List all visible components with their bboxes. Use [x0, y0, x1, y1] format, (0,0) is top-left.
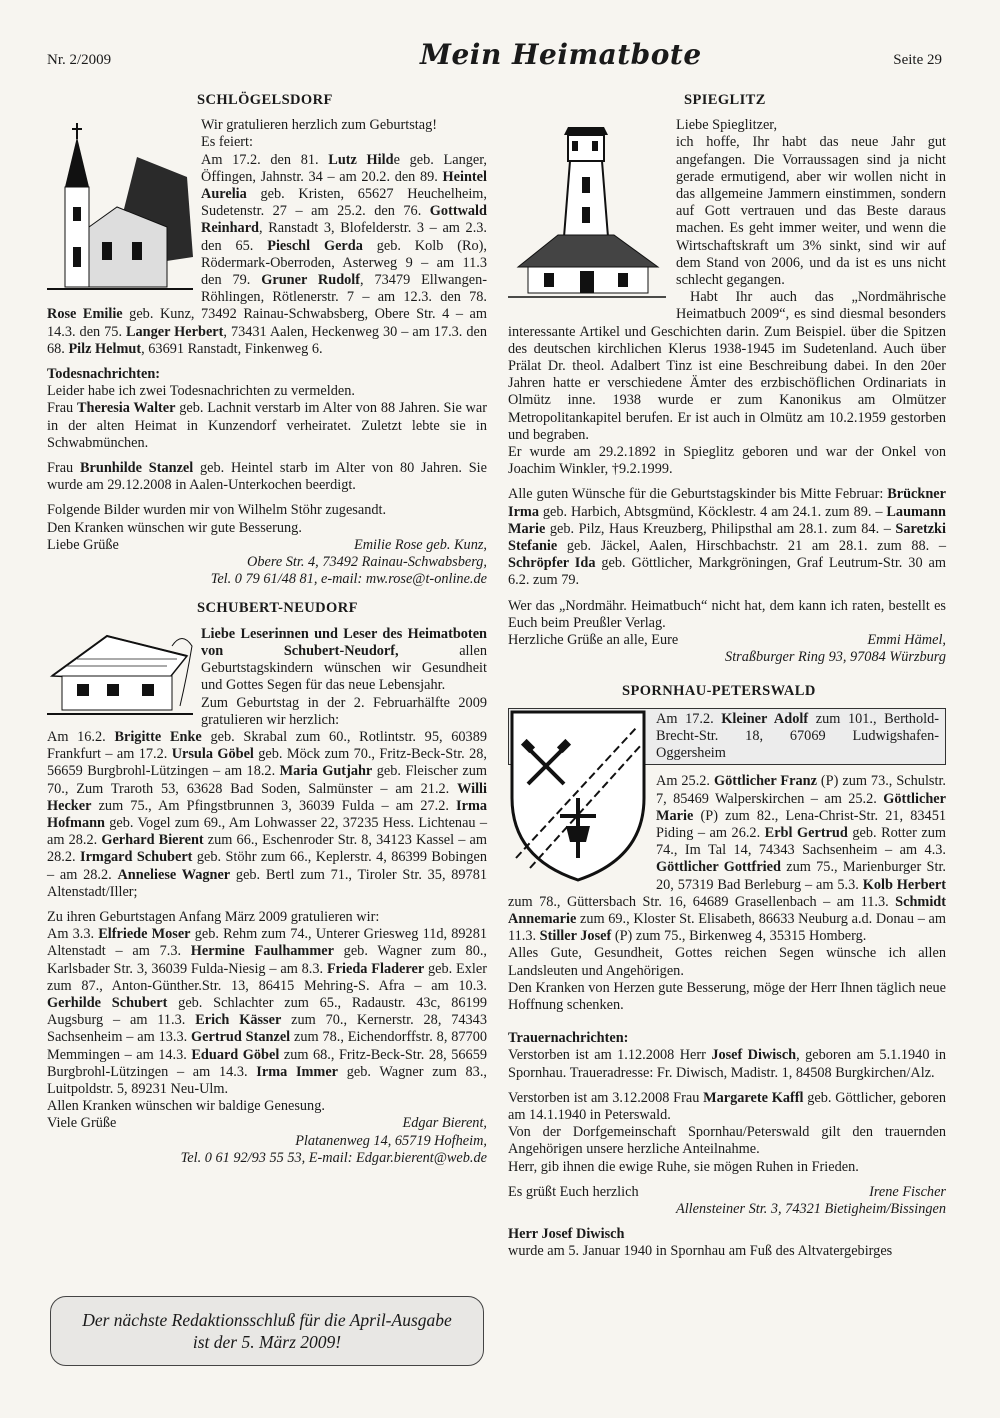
spornhau-wishes: Alles Gute, Gesundheit, Gottes reichen Segen wünsche ich allen Landsleuten und Angehörigen.: [508, 945, 946, 979]
spieglitz-para2: Habt Ihr auch das „Nordmährische Heimatbuch 2009“, es sind diesmal besonders interessante Artikel und Geschichten darin. Zum Beispiel. über die Spitzen des deutschen kirchlichen Klerus 1938-1945 im Sudetenland. Auch über Prälat Dr. theol. Adalbert Tinz ist eine Beschreibung dabei. In den 20er Jahren hatte er verschiedene Ämter des erzbischöflichen Ordinariats in Olmütz inne. 1938 wurde er zum Kanonikus am Olmützer Metropolitankapitel berufen. Er ist auch in Olmütz am 10.2.1959 gestorben und begraben.: [508, 289, 946, 443]
signature-fischer-address: Allensteiner Str. 3, 74321 Bietigheim/Bissingen: [675, 1200, 946, 1217]
obituary-text: wurde am 5. Januar 1940 in Spornhau am Fuß des Altvatergebirges: [508, 1243, 893, 1260]
signature-rose-address: Obere Str. 4, 73492 Rainau-Schwabsberg,: [247, 554, 487, 571]
signature-rose-contact: Tel. 0 79 61/48 81, e-mail: mw.rose@t-online.de: [210, 571, 487, 588]
issue-number: Nr. 2/2009: [47, 52, 112, 68]
spieglitz-greeting: Liebe Spieglitzer,: [676, 117, 778, 134]
signature-fischer: Es grüßt Euch herzlich Irene Fischer: [508, 1183, 946, 1200]
signature-haemel-address: Straßburger Ring 93, 97084 Würzburg: [725, 649, 946, 666]
deadline-notice-line1: Der nächste Redaktionsschluß für die April-Ausgabe: [82, 1310, 452, 1330]
highlight-birthday-box: Am 17.2. Kleiner Adolf zum 101., Berthold-Brecht-Str. 18, 67069 Ludwigshafen-Oggersheim: [508, 708, 946, 766]
mourning-condolence: Von der Dorfgemeinschaft Spornhau/Peterswald gilt den trauernden Angehörigen unsere herzliche Anteilnahme.: [508, 1124, 946, 1158]
church-illustration: [47, 117, 193, 295]
mourning-diwisch: Verstorben ist am 1.12.2008 Herr Josef Diwisch, geboren am 5.1.1940 in Spornhau. Traueradresse: Fr. Diwisch, Madistr. 1, 84508 Burgkirchen/Alz.: [508, 1047, 946, 1081]
schubert-march-intro: Zu ihren Geburtstagen Anfang März 2009 gratulieren wir:: [47, 908, 380, 925]
deadline-notice-line2: ist der 5. März 2009!: [192, 1332, 342, 1352]
mourning-kaffl: Verstorben ist am 3.12.2008 Frau Margarete Kaffl geb. Göttlicher, geboren am 14.1.1940 in Peterswald.: [508, 1089, 946, 1123]
right-column: [508, 92, 946, 1261]
farmhouse-illustration: [47, 626, 193, 720]
spieglitz-para3: Er wurde am 29.2.1892 in Spieglitz geboren und war der Onkel von Joachim Winkler, †9.2.1999.: [508, 444, 946, 478]
death-notices-title: Todesnachrichten:: [47, 366, 161, 383]
spornhau-birthdays: Am 25.2. Göttlicher Franz (P) zum 73., Schulstr. 7, 85469 Walperskirchen – am 25.2. Göttlicher Marie (P) zum 82., Lena-Christ-Str. 21, 83451 Piding – am 26.2. Erbl Gertrud geb. Rotter zum 74., Im Tal 14, 74343 Sachsenheim – am 4.3. Göttlicher Gottfried zum 75., Marienburger Str. 20, 57319 Bad Berleburg – am 5.3. Kolb Herbert zum 78., Güttersbach Str. 16, 64689 Grasellenbach – am 11.3. Schmidt Annemarie zum 69., Kloster St. Elisabeth, 86633 Neuburg a.d. Donau – am 11.3. Stiller Josef (P) zum 75., Birkenweg 4, 35315 Homberg.: [508, 773, 946, 945]
deadline-notice-box: [50, 1296, 484, 1366]
section-title-spornhau-peterswald: SPORNHAU-PETERSWALD: [622, 682, 816, 699]
page-header: [0, 38, 1000, 78]
spieglitz-para1: ich hoffe, Ihr habt das neue Jahr gut angefangen. Die Vorraussagen sind ja nicht gerade ermutigend, aber wir wollen nicht in das allgemeine Jammern einstimmen, sondern auf Gott vertrauen und das Beste daraus machen. Es geht immer weiter, und wenn die Wirtschaftskraft um 3% sinkt, sind wir auf dem Stand von 2006, und da ist es uns nicht schlecht gegangen.: [676, 134, 946, 289]
section-title-schubert-neudorf: SCHUBERT-NEUDORF: [197, 600, 358, 617]
greeting-line: Wir gratulieren herzlich zum Geburtstag!: [201, 117, 438, 134]
mourning-title: Trauernachrichten:: [508, 1030, 629, 1047]
section-title-schloegelsdorf: SCHLÖGELSDORF: [197, 92, 333, 108]
schubert-march-list: Am 3.3. Elfriede Moser geb. Rehm zum 74., Unterer Griesweg 11d, 89281 Altenstadt – am 7.3. Hermine Faulhammer geb. Wagner zum 80., Karlsbader Str. 3, 36039 Fulda-Niesig – am 8.3. Frieda Fladerer geb. Exler zum 87., Anton-Günther.Str. 13, 86415 Mehring-S. Afra – am 10.3. Gerhilde Schubert geb. Schlachter zum 65., Radaustr. 43c, 86199 Augsburg – am 11.3. Erich Kässer zum 70., Kernerstr. 28, 74343 Sachsenheim – am 13.3. Gertrud Stanzel zum 78., Eichendorffstr. 8, 87700 Memmingen – am 14.3. Eduard Göbel zum 68., Fritz-Beck-Str. 28, 56659 Burgbrohl-Lützingen – am 14.3. Irma Immer geb. Wagner zum 83., Luitpoldstr. 5, 89231 Neu-Ulm.: [47, 926, 488, 1097]
obituary-title: Herr Josef Diwisch: [508, 1226, 625, 1243]
coat-of-arms-emblem: [508, 708, 648, 884]
spieglitz-birthdays: Alle guten Wünsche für die Geburtstagskinder bis Mitte Februar: Brückner Irma geb. Harbich, Abtsgmünd, Köcklestr. 4 am 24.1. zum 89. – Laumann Marie geb. Pilz, Haus Kreuzberg, Philipsthal am 28.1. zum 84. – Saretzki Stefanie geb. Jäckel, Aalen, Hirschbachstr. 21 am 28.1. zum 88. – Schröpfer Ida geb. Göttlicher, Markgröningen, Graf Leutrum-Str. 30 am 6.2. zum 79.: [508, 486, 946, 589]
death-notice-walter: Frau Theresia Walter geb. Lachnit verstarb im Alter von 88 Jahren. Sie war in der alten Heimat in Kunzendorf verheiratet. Zuletzt lebte sie in Schwabmünchen.: [47, 400, 487, 451]
page-number: Seite 29: [893, 52, 942, 68]
schubert-feb-intro: Zum Geburtstag in der 2. Februarhälfte 2009 gratulieren wir herzlich:: [201, 694, 487, 728]
death-notice-intro: Leider habe ich zwei Todesnachrichten zu vermelden.: [47, 383, 355, 400]
section-title-spieglitz: SPIEGLITZ: [684, 92, 766, 108]
schubert-feb-list: Am 16.2. Brigitte Enke geb. Skrabal zum 60., Rotlintstr. 95, 60389 Frankfurt – am 17.2. Ursula Göbel geb. Möck zum 70., Fritz-Beck-Str. 28, 56659 Burgbrohl-Lützingen – am 18.2. Maria Gutjahr geb. Fleischer zum 70., Zum Traroth 53, 63628 Bad Soden, Salmünster – am 21.2. Willi Hecker zum 75., Am Pfingstbrunnen 3, 36039 Fulda – am 27.2. Irma Hofmann geb. Vogel zum 69., Am Lohwasser 22, 37235 Hess. Lichtenau – am 28.2. Gerhard Bierent zum 66., Eschenroder Str. 8, 34123 Kassel – am 28.2. Irmgard Schubert geb. Stöhr zum 66., Keplerstr. 4, 86399 Bobingen – am 28.2. Anneliese Wagner geb. Bertl zum 71., Tiroler Str. 35, 89781 Altenstadt/Iller;: [47, 728, 488, 900]
tower-illustration: [508, 117, 666, 303]
schubert-get-well: Allen Kranken wünschen wir baldige Genesung.: [47, 1098, 325, 1115]
get-well-wish: Den Kranken wünschen wir gute Besserung.: [47, 519, 302, 536]
signature-bierent-contact: Tel. 0 61 92/93 55 53, E-mail: Edgar.bierent@web.de: [180, 1149, 487, 1166]
spieglitz-book-tip: Wer das „Nordmähr. Heimatbuch“ nicht hat, dem kann ich raten, bestellt es Euch beim Preußler Verlag.: [508, 597, 946, 631]
signature-bierent-address: Platanenweg 14, 65719 Hofheim,: [295, 1132, 487, 1149]
spornhau-get-well: Den Kranken von Herzen gute Besserung, möge der Herr Ihnen täglich neue Hoffnung schenken.: [508, 979, 946, 1013]
birthday-list: Am 17.2. den 81. Lutz Hilde geb. Langer, Öffingen, Jahnstr. 34 – am 20.2. den 89. Heintel Aurelia geb. Kristen, 65627 Heuchelheim, Sudetenstr. 27 – am 25.2. den 76. Gottwald Reinhard, Ranstadt 3, Blofelderstr. 3 – am 2.3. den 65. Pieschl Gerda geb. Kolb (Ro), Rödermark-Oberroden, Asterweg 9 – am 11.3 den 79. Gruner Rudolf, 73479 Ellwangen-Röhlingen, Rötlenerstr. 7 – am 12.3. den 78. Rose Emilie geb. Kunz, 73492 Rainau-Schwabsberg, Obere Str. 4 – am 14.3. den 75. Langer Herbert, 73431 Aalen, Heckenweg 30 – am 17.3. den 68. Pilz Helmut, 63691 Ranstadt, Finkenweg 6.: [47, 151, 487, 357]
celebrates-line: Es feiert:: [201, 134, 254, 151]
death-notice-stanzel: Frau Brunhilde Stanzel geb. Heintel starb im Alter von 80 Jahren. Sie wurde am 29.12.2008 in Aalen-Unterkochen beerdigt.: [47, 460, 488, 494]
schubert-intro: Liebe Leserinnen und Leser des Heimatboten von Schubert-Neudorf, allen Geburtstagskindern wünschen wir Gesundheit und Gottes Segen für das neue Lebensjahr.: [201, 625, 487, 694]
signature-rose: Liebe Grüße Emilie Rose geb. Kunz,: [47, 536, 487, 553]
signature-bierent: Viele Grüße Edgar Bierent,: [47, 1115, 487, 1132]
signature-haemel: Herzliche Grüße an alle, Eure Emmi Hämel,: [508, 632, 946, 649]
masthead-logo: Mein Heimatbote: [420, 38, 702, 71]
left-column: [47, 92, 487, 1167]
pictures-note: Folgende Bilder wurden mir von Wilhelm Stöhr zugesandt.: [47, 502, 387, 519]
mourning-prayer: Herr, gib ihnen die ewige Ruhe, sie mögen Ruhen in Frieden.: [508, 1158, 859, 1175]
